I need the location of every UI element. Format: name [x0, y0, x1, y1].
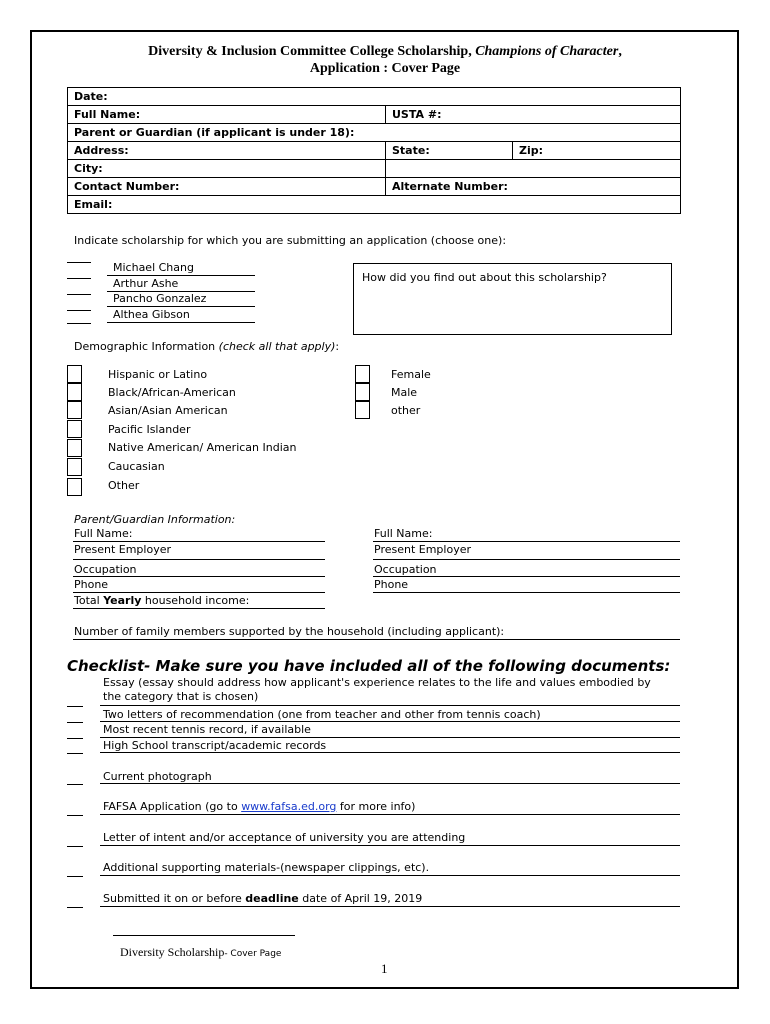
scholarship-blank[interactable]	[67, 310, 91, 311]
fafsa-item	[103, 800, 415, 813]
ethnicity-label: Native American/ American Indian	[108, 441, 297, 454]
letters-item: Two letters of recommendation (one from teacher and other from tennis coach)	[103, 708, 541, 721]
deadline-line	[100, 906, 680, 907]
checklist-title-text: Checklist- Make sure you have included all of the following documents	[67, 657, 665, 675]
city-blank[interactable]	[386, 160, 681, 178]
checkbox-native[interactable]	[67, 439, 82, 457]
intent-line	[100, 845, 680, 846]
checkbox-black[interactable]	[67, 383, 82, 401]
parent2-occupation-line[interactable]	[373, 576, 680, 577]
parent1-occupation: Occupation	[74, 563, 137, 576]
ethnicity-label: Pacific Islander	[108, 423, 191, 436]
parent2-phone: Phone	[374, 578, 409, 591]
essay-blank[interactable]	[67, 706, 83, 707]
tennis-record-item: Most recent tennis record, if available	[103, 723, 311, 736]
checkbox-gender-other[interactable]	[355, 401, 370, 419]
transcript-item: High School transcript/academic records	[103, 739, 327, 752]
income-prefix: Total	[74, 594, 104, 607]
scholarship-prompt: Indicate scholarship for which you are submitting an application (choose one):	[74, 234, 507, 247]
parent2-full-name: Full Name:	[374, 527, 433, 540]
parent-guardian-field[interactable]: Parent or Guardian (if applicant is under 18):	[68, 124, 681, 142]
option-underline	[107, 306, 255, 307]
parent1-employer: Present Employer	[74, 543, 172, 556]
email-field[interactable]: Email:	[68, 196, 681, 214]
deadline-item	[103, 892, 422, 905]
parent2-phone-line[interactable]	[373, 592, 680, 593]
checkbox-other[interactable]	[67, 478, 82, 496]
demographic-label-italic: (check all that apply)	[218, 340, 336, 353]
demographic-label-text: Demographic Information	[74, 340, 219, 353]
scholarship-option: Michael Chang	[113, 261, 194, 274]
deadline-suffix: date of April 19, 2019	[298, 892, 423, 905]
title-comma: ,	[618, 44, 622, 59]
scholarship-blank[interactable]	[67, 323, 91, 324]
city-field[interactable]: City:	[68, 160, 386, 178]
income-bold: Yearly	[103, 594, 142, 607]
parent1-name-line[interactable]	[73, 541, 325, 542]
parent2-employer-line[interactable]	[373, 559, 680, 560]
checkbox-hispanic[interactable]	[67, 365, 82, 383]
scholarship-option: Althea Gibson	[113, 308, 190, 321]
ethnicity-label: Other	[108, 479, 140, 492]
gender-label: other	[391, 404, 421, 417]
gender-label: Female	[391, 368, 431, 381]
footer-label-text: Diversity Scholarship	[120, 945, 225, 959]
find-out-box[interactable]	[353, 263, 672, 335]
page-title	[0, 44, 770, 60]
checkbox-caucasian[interactable]	[67, 458, 82, 476]
parent-guardian-heading: Parent/Guardian Information:	[74, 513, 236, 526]
find-out-label: How did you find out about this scholarship?	[362, 271, 607, 284]
fafsa-blank[interactable]	[67, 815, 83, 816]
family-members-label: Number of family members supported by the household (including applicant):	[74, 625, 505, 638]
scholarship-option: Pancho Gonzalez	[113, 292, 207, 305]
ethnicity-label: Black/African-American	[108, 386, 236, 399]
tennis-record-line	[100, 737, 680, 738]
title-line1: Diversity & Inclusion Committee College Scholarship,	[148, 44, 476, 59]
letters-blank[interactable]	[67, 722, 83, 723]
demographic-label-colon: :	[335, 340, 340, 353]
photo-item: Current photograph	[103, 770, 212, 783]
parent1-phone-line[interactable]	[73, 592, 325, 593]
transcript-line	[100, 752, 680, 753]
footnote-rule	[113, 935, 295, 936]
fafsa-line	[100, 814, 680, 815]
letters-line	[100, 721, 680, 722]
zip-field[interactable]: Zip:	[513, 142, 681, 160]
alternate-number-field[interactable]: Alternate Number:	[386, 178, 681, 196]
ethnicity-label: Asian/Asian American	[108, 404, 228, 417]
option-underline	[107, 322, 255, 323]
deadline-bold: deadline	[245, 892, 299, 905]
gender-label: Male	[391, 386, 418, 399]
checklist-title	[67, 657, 670, 675]
intent-item: Letter of intent and/or acceptance of university you are attending	[103, 831, 466, 844]
scholarship-blank[interactable]	[67, 294, 91, 295]
page-subtitle: Application : Cover Page	[309, 61, 461, 76]
tennis-record-blank[interactable]	[67, 738, 83, 739]
parent2-occupation: Occupation	[374, 563, 437, 576]
fafsa-link[interactable]: www.fafsa.ed.org	[241, 800, 337, 813]
parent1-occupation-line[interactable]	[73, 576, 325, 577]
photo-line	[100, 783, 680, 784]
date-field[interactable]: Date:	[68, 88, 681, 106]
essay-line	[100, 705, 680, 706]
state-field[interactable]: State:	[386, 142, 513, 160]
demographic-label	[74, 340, 339, 353]
parent2-employer: Present Employer	[374, 543, 472, 556]
scholarship-option: Arthur Ashe	[113, 277, 179, 290]
ethnicity-label: Hispanic or Latino	[108, 368, 208, 381]
fafsa-prefix: FAFSA Application (go to	[103, 800, 242, 813]
additional-blank[interactable]	[67, 876, 83, 877]
essay-line2: the category that is chosen)	[103, 690, 259, 703]
contact-number-field[interactable]: Contact Number:	[68, 178, 386, 196]
ethnicity-label: Caucasian	[108, 460, 165, 473]
deadline-prefix: Submitted it on or before	[103, 892, 246, 905]
footer-label-small: - Cover Page	[224, 949, 282, 959]
parent1-full-name: Full Name:	[74, 527, 133, 540]
address-field[interactable]: Address:	[68, 142, 386, 160]
intent-blank[interactable]	[67, 846, 83, 847]
checkbox-asian[interactable]	[67, 401, 82, 419]
household-income	[74, 594, 249, 607]
additional-item: Additional supporting materials-(newspaper clippings, etc).	[103, 861, 430, 874]
deadline-blank[interactable]	[67, 907, 83, 908]
option-underline	[107, 275, 255, 276]
essay-line1: Essay (essay should address how applicant's experience relates to the life and values embodied by	[103, 676, 651, 689]
checklist-title-colon: :	[664, 657, 671, 675]
income-line[interactable]	[73, 608, 325, 609]
checkbox-male[interactable]	[355, 383, 370, 401]
footer-label	[120, 945, 281, 960]
parent1-phone: Phone	[74, 578, 109, 591]
checkbox-female[interactable]	[355, 365, 370, 383]
usta-field[interactable]: USTA #:	[386, 106, 681, 124]
full-name-field[interactable]: Full Name:	[68, 106, 386, 124]
parent2-name-line[interactable]	[373, 541, 680, 542]
scholarship-blank[interactable]	[67, 278, 91, 279]
applicant-info-table	[67, 87, 681, 214]
page-number: 1	[381, 961, 388, 976]
income-suffix: household income:	[141, 594, 250, 607]
transcript-blank[interactable]	[67, 753, 83, 754]
title-italic: Champions of Character	[475, 44, 619, 59]
family-members-line[interactable]	[73, 639, 680, 640]
fafsa-suffix: for more info)	[336, 800, 416, 813]
checkbox-pacific[interactable]	[67, 420, 82, 438]
additional-line	[100, 875, 680, 876]
photo-blank[interactable]	[67, 784, 83, 785]
scholarship-blank[interactable]	[67, 262, 91, 263]
parent1-employer-line[interactable]	[73, 559, 325, 560]
